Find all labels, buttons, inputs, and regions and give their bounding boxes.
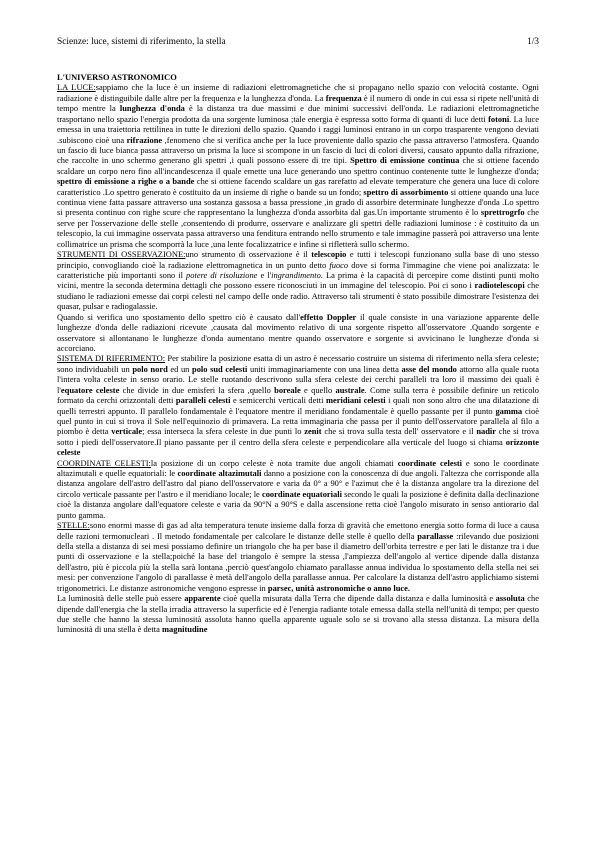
text-run: e quello <box>300 384 336 395</box>
document-title: L'UNIVERSO ASTRONOMICO <box>57 72 177 82</box>
header-title: Scienze: luce, sistemi di riferimento, la stella <box>57 37 226 47</box>
bold-term: coordinate altazimutali <box>177 468 262 479</box>
bold-term: boreale <box>274 384 301 395</box>
text-run: dove si forma l'immagine che viene poi analizzata: le caratteristiche più importanti sono il <box>57 259 540 281</box>
bold-term: magnitudine <box>161 624 208 635</box>
text-run: e semicerchi verticali detti <box>230 395 326 406</box>
text-run: che divide in due emisferi la sfera ,quello <box>119 384 275 395</box>
document-body <box>57 72 539 635</box>
text-run: e l' <box>257 270 272 281</box>
bold-term: telescopio <box>311 249 347 260</box>
section-heading: SISTEMA DI RIFERIMENTO: <box>57 353 166 364</box>
bold-term: australe <box>335 384 365 395</box>
text-run: secondo le quali la posizione è definita dalla declinazione cioè la distanza angolare dall'equatore celeste e varia da 90°N a 90°S e dalla ascensione retta cioè l'angolo misurato in senso antiorario dal punto gamma. <box>57 488 539 520</box>
text-run: che dipende dall'energia che la stella irradia attraverso la superficie ed è l'energia radiante totale emessa dalla stella nell'unità di tempo; per questo due stelle che hanno la stessa luminosità assoluta hanno quella apparente uguale solo se si trovano alla stessa distanza. La misura della luminosità di una stella è detta <box>57 593 539 635</box>
text-run: La luminosità delle stelle può essere <box>57 593 185 604</box>
bold-term: orizzonte celeste <box>57 436 539 458</box>
text-run: ed un <box>167 363 192 374</box>
page-number: 1/3 <box>527 37 539 47</box>
italic-term: fuoco <box>329 259 349 270</box>
text-run: si ottiene quando una luce continua viene fatta passare attraverso una sostanza gassosa a bassa pressione ,in grado di assorbire determinate lunghezze d'onda .Lo spettro si presenta continuo con righe scure che rappresentano la lunghezza d'onda assorbita dal gas.Un importante strumento è lo <box>57 186 539 218</box>
paragraph <box>57 82 539 249</box>
bold-term: fotoni <box>488 113 510 124</box>
text-run: che si trova sotto i piedi dell'osservatore.Il piano passante per il centro della sfera celeste e perpendicolare alla verticale del luogo si chiama <box>57 426 539 447</box>
text-run: :rilevando due posizioni della stella a distanza di sei mesi possiamo definire un triangolo che ha per base il diametro dell'orbita terrestre e per lati le distanze tra i due punti di osservazione e la stella;poiché la base del triangolo è sempre la stessa ,l'ampiezza dell'angolo al vertice dipende dalla distanza dell'astro, più è piccola più la stella sarà lontana ,perciò quest'angolo chiamato parallasse annua individua lo spostamento della stella nei sei mesi: per convenzione l'angolo di parallasse è metà dell'angolo della parallasse annua. Per calcolare la distanza dell'astro applichiamo sistemi trigonometrici. Le distanze astronomiche vengono espresse in <box>57 530 540 593</box>
text-run: sono enormi masse di gas ad alta temperatura tenute insieme dalla forza di gravità che emettono energia sotto forma di luce a causa delle razioni termonucleari . Il metodo fondamentale per calcolare le distanze delle stelle è quello della <box>57 520 539 541</box>
bold-term: paralleli celesti <box>175 395 231 406</box>
paragraph <box>57 593 539 635</box>
bold-term: radiotelescopi <box>474 280 525 291</box>
text-run: è il numero di onde in cui essa si ripete nell'unità di tempo mentre la <box>57 92 539 114</box>
text-run: Quando si verifica uno spostamento dello spettro ciò è causato dall' <box>57 311 301 322</box>
bold-term: nadir <box>476 426 497 437</box>
bold-term: verticale <box>111 426 143 437</box>
bold-term: parsec, unità astronomiche o anno luce. <box>267 582 411 593</box>
paragraph <box>57 458 539 521</box>
text-run: uniti immaginariamente con una linea detta <box>247 363 402 374</box>
text-run: e sono le coordinate altazimutali e quelle equatoriali: le <box>57 457 539 479</box>
text-run: che si ottiene facendo scaldare un gas rarefatto ad elevate temperature che genera una luce di colore caratteristico .Lo spettro generato è costituito da un insieme di righe o bande su un fondo; <box>57 176 539 197</box>
text-run: attorno alla quale ruota l'intera volta celeste in senso orario. Le stelle ruotando descrivono sulla sfera celeste dei cerchi paralleli tra loro il massimo dei quali è l' <box>57 363 540 395</box>
text-run: uno strumento di osservazione è il <box>185 249 312 260</box>
bold-term: rifrazione <box>126 134 163 145</box>
bold-term: asse del mondo <box>401 363 457 374</box>
text-run: è la distanza tra due massimi e due minimi successivi dell'onda. Le radiazioni elettromagnetiche trasportano nello spazio l'energia prodotta da una sorgente luminosa ;tale energia è espressa sotto forma di quanti di luce detti <box>57 103 539 124</box>
bold-term: coordinate equatoriali <box>261 488 342 499</box>
section-heading: LA LUCE: <box>57 82 96 93</box>
text-run: la posizione di un corpo celeste è nota tramite due angoli chiamati <box>150 457 398 468</box>
text-run: ; essa interseca la sfera celeste in due punti lo <box>142 426 305 437</box>
bold-term: effetto Doppler <box>300 311 357 322</box>
text-run: che si ottiene facendo scaldare un corpo nero fino all'incandescenza il quale emette una luce generando uno spettro continuo contenente tutte le lunghezze d'onda; <box>57 155 540 176</box>
bold-term: parallasse <box>417 530 454 541</box>
bold-term: sprettrogrfo <box>480 207 525 218</box>
text-run: . La prima è la capacità di percepire come distinti punti molto vicini, mentre la seconda determina dettagli che possono essere riconosciuti in un immagine del telescopio. Poi ci sono i <box>57 270 539 291</box>
bold-term: gamma <box>495 405 523 416</box>
bold-term: equatore celeste <box>60 384 120 395</box>
text-run: . Come sulla terra è possibile definire un reticolo formato da cerchi orizzontali detti <box>57 384 540 406</box>
bold-term: polo sud celesti <box>192 363 248 374</box>
bold-term: meridiani celesti <box>325 395 386 406</box>
section-heading: STRUMENTI DI OSSERVAZIONE: <box>57 249 186 260</box>
bold-term: apparente <box>184 593 221 604</box>
text-run: cioè quella misurata dalla Terra che dipende dalla distanza e dalla luminosità e <box>220 593 496 604</box>
bold-term: zenit <box>304 426 322 437</box>
text-run: danno a posizione con la conoscenza di due angoli. l'altezza che corrisponde alla distanza angolare dell'astro dell'astro dal piano dell'osservatore e varia da 0° a 90° e l'azimut che è la distanza angolare tra la direzione del circolo verticale passante per l'astro e il meridiano locale; le <box>57 468 539 499</box>
page-header <box>57 37 539 47</box>
text-run: che serve per l'osservazione delle stelle ,consentendo di produrre, osservare e analizzare gli spettri delle radiazioni luminose : è costituito da un telescopio, la cui immagine osservata passa attraverso una fenditura entrando nello strumento e tale immagine passerà poi attraverso una lente collimatrice un prisma che scomporrà la luce ,una lente focalizzatrice e infine si rifletterà sullo schermo. <box>57 207 539 249</box>
paragraph <box>57 312 539 354</box>
italic-term: potere di risoluzione <box>186 270 258 281</box>
italic-term: ingrandimento <box>271 270 321 281</box>
section-heading: COORDINATE CELESTI: <box>57 457 151 468</box>
text-run: e tutti i telescopi funzionano sulla base di uno stesso principio, convogliando cioè la radiazione elettromagnetica in un punto detto <box>57 249 539 270</box>
text-run: che studiano le radiazioni emesse dai corpi celesti nel campo delle onde radio. Attraverso tali strumenti è stato possibile dimostrare l'esistenza dei quasar, pulsar e radiogalassie. <box>57 280 539 312</box>
bold-term: spettro di emissione a righe o a bande <box>57 176 195 187</box>
bold-term: frequenza <box>325 92 362 103</box>
bold-term: assoluta <box>495 593 525 604</box>
bold-term: spettro di assorbimento <box>363 186 449 197</box>
bold-term: Spettro di emissione continua <box>350 155 460 166</box>
bold-term: polo nord <box>132 363 168 374</box>
text-run: . La luce emessa in una traiettoria rettilinea in tutte le direzioni dello spazio. Quando i raggi luminosi entrano in un corpo trasparente vengono deviati .subiscono cioè una <box>57 113 539 145</box>
text-run: che si trova sulla testa dell' osservatore e il <box>321 426 477 437</box>
text-run: cioè quel punto in cui si trova il Sole nell'equinozio di primavera. La retta immaginaria che passa per il punto dell'osservatore parallela al filo a piombo è detta <box>57 405 539 437</box>
bold-term: coordinate celesti <box>397 457 463 468</box>
section-heading: STELLE: <box>57 520 90 531</box>
text-run: sappiamo che la luce è un insieme di radiazioni elettromagnetiche che si propagano nello spazio con velocità costante. Ogni radiazione è distinguibile dalle altre per la frequenza e la lunghezza d'onda. La <box>57 82 540 103</box>
text-run: il quale consiste in una variazione apparente delle lunghezze d'onda delle radiazioni ricevute ,causata dal movimento relativo di una sorgente rispetto all'osservatore .Quando sorgente e osservatore si allontanano le lunghezze d'onda aumentano mentre quando osservatore e sorgente si avvicinano le lunghezze d'onda si accorciano. <box>57 311 539 353</box>
paragraph <box>57 520 539 593</box>
text-run: Per stabilire la posizione esatta di un astro è necessario costruire un sistema di riferimento nella sfera celeste; sono individuabili un <box>57 353 539 374</box>
bold-term: lunghezza d'onda <box>119 103 185 114</box>
text-run: ,fenomeno che si verifica anche per la luce proveniente dallo spazio che passa attraverso l'atmosfera. Quando un fascio di luce bianca passa attraverso un prisma la luce si scompone in un fascio di luci di colori diversi, causato appunto dalla rifrazione, che raccolte in uno schermo generano gli spettri ,i quali possono essere di tre tipi. <box>57 134 539 166</box>
paragraph <box>57 249 539 312</box>
text-run: i quali non sono altro che una dilatazione di quelli terrestri appunto. Il parallelo fondamentale è l'equatore mentre il meridiano fondamentale è quello passante per il punto <box>57 395 539 416</box>
paragraph <box>57 353 539 457</box>
